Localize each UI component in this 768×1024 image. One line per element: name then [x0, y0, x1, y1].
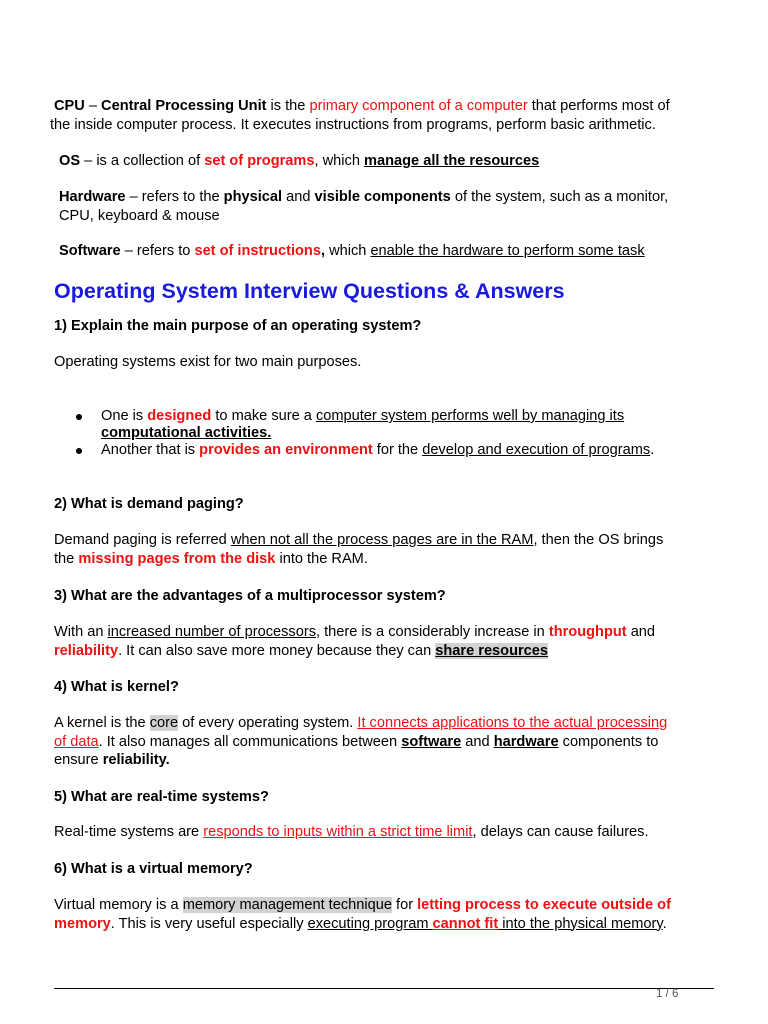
answer-2 — [54, 531, 714, 568]
underline: increased number of processors, — [107, 624, 321, 640]
text: . — [650, 442, 655, 458]
def-software — [59, 242, 719, 261]
question-4: 4) What is kernel? — [54, 679, 179, 695]
bullet-icon — [76, 448, 82, 454]
highlight: memory — [54, 915, 111, 932]
question-5: 5) What are real-time systems? — [54, 789, 269, 805]
underline: into the physical memory — [498, 915, 663, 932]
hardware-term: Hardware — [59, 189, 126, 205]
dash: – — [84, 98, 102, 114]
os-highlight: set of programs — [204, 153, 315, 169]
text: there is a considerably increase in — [320, 624, 549, 640]
software-underline: enable the hardware to perform some task — [370, 243, 645, 259]
bold-underline: software — [401, 733, 462, 750]
text: and — [282, 189, 315, 205]
cpu-line2: the inside computer process. It executes instructions from programs, perform basic arithmetic. — [50, 116, 656, 133]
red-underline: responds to inputs within a strict time limit — [203, 824, 473, 840]
cpu-highlight: primary component of a computer — [309, 98, 528, 114]
text: that performs most of — [527, 98, 670, 114]
text: of the system, such as a monitor, — [450, 189, 669, 205]
bullet-icon — [76, 414, 82, 420]
text: , then the OS brings — [533, 532, 664, 548]
highlight: missing pages from the disk — [78, 550, 276, 567]
text: Another that is — [101, 442, 200, 458]
answer-1-intro: Operating systems exist for two main purposes. — [54, 354, 362, 370]
os-underline: manage all the resources — [364, 153, 540, 169]
text: ensure — [54, 752, 103, 768]
text: – refers to the — [125, 189, 224, 205]
text: – refers to — [120, 243, 195, 259]
text: to make sure a — [211, 408, 316, 424]
red-bold-underline: cannot fit — [432, 915, 499, 932]
text: , which — [314, 153, 364, 169]
text: of every operating system. — [178, 715, 358, 731]
shaded-underline: share resources — [435, 642, 549, 659]
shaded: memory management technique — [182, 897, 392, 913]
highlight: provides an environment — [199, 442, 373, 458]
text: into the RAM. — [275, 550, 368, 567]
text: for — [391, 897, 418, 913]
answer-6 — [54, 896, 714, 933]
question-3: 3) What are the advantages of a multiprocessor system? — [54, 588, 446, 604]
bold: reliability. — [102, 752, 170, 768]
underline-bold: computational activities. — [101, 425, 272, 441]
question-6: 6) What is a virtual memory? — [54, 861, 253, 877]
text: the — [54, 550, 79, 567]
text: is the — [266, 98, 310, 114]
text: With an — [54, 624, 108, 640]
red-underline: of data — [54, 733, 99, 750]
footer-divider — [54, 988, 714, 989]
def-hardware — [59, 188, 719, 225]
def-cpu — [50, 97, 720, 134]
underline: computer system performs well by managing its — [315, 408, 625, 424]
text: One is — [101, 408, 148, 424]
list-item — [101, 408, 713, 442]
highlight: letting process to execute outside of — [417, 897, 671, 913]
hardware-line2: CPU, keyboard & mouse — [59, 207, 220, 224]
text: and — [626, 624, 656, 640]
text: Real-time systems are — [54, 824, 204, 840]
text: . It also manages all communications between — [98, 733, 402, 750]
text: – is a collection of — [80, 153, 205, 169]
cpu-term: CPU — [54, 98, 85, 114]
underline: when not all the process pages are in the RAM — [230, 532, 534, 548]
hardware-bold1: physical — [223, 189, 283, 205]
highlight: throughput — [548, 624, 627, 640]
question-1: 1) Explain the main purpose of an operating system? — [54, 318, 422, 334]
text: Demand paging is referred — [54, 532, 231, 548]
text: which — [325, 243, 371, 259]
software-highlight: set of instructions — [194, 243, 321, 259]
software-term: Software — [59, 243, 121, 259]
answer-5 — [54, 823, 714, 842]
text: A kernel is the — [54, 715, 150, 731]
def-os — [59, 152, 719, 171]
hardware-bold2: visible components — [314, 189, 451, 205]
text: . It can also save more money because they can — [118, 642, 436, 659]
underline: executing program — [307, 915, 433, 932]
cpu-full-name: Central Processing Unit — [101, 98, 267, 114]
highlight: reliability — [54, 642, 119, 659]
red-underline: It connects applications to the actual processing — [357, 715, 668, 731]
text: . This is very useful especially — [110, 915, 308, 932]
highlight: designed — [147, 408, 212, 424]
text: . — [662, 915, 667, 932]
answer-3 — [54, 623, 714, 660]
question-2: 2) What is demand paging? — [54, 496, 244, 512]
bold-underline: hardware — [493, 733, 559, 750]
shaded: core — [149, 715, 179, 731]
list-item — [101, 442, 713, 459]
text: for the — [372, 442, 423, 458]
os-term: OS — [59, 153, 81, 169]
answer-4 — [54, 714, 714, 770]
underline: develop and execution of programs — [422, 442, 651, 458]
text: , delays can cause failures. — [472, 824, 649, 840]
text: Virtual memory is a — [54, 897, 183, 913]
text: and — [461, 733, 494, 750]
page-number: 1 / 6 — [656, 988, 679, 1000]
page-heading: Operating System Interview Questions & Answers — [54, 279, 565, 303]
text: components to — [558, 733, 659, 750]
comma: , — [320, 243, 326, 259]
